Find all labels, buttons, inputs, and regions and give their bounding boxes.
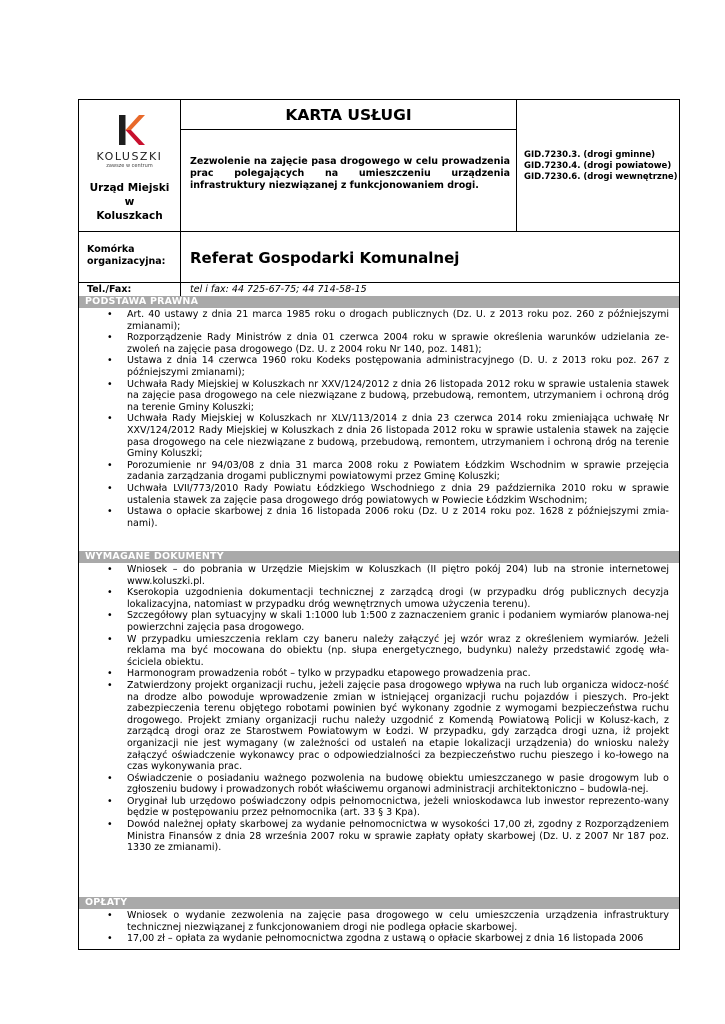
documents-list	[79, 564, 679, 854]
list-item: • Uchwała Rady Miejskiej w Koluszkach nr XXV/124/2012 z dnia 26 listopada 2012 roku w sprawie ustalenia stawek na zajęcie pasa drogowego na cele niezwiązane z budową, przebudową, remontem, utrzymaniem i ochroną dróg na terenie Gminy Koluszki;	[107, 378, 669, 413]
list-item: • Oświadczenie o posiadaniu ważnego pozwolenia na budowę obiektu umieszczanego w pasie drogowym lub o zgłoszeniu budowy i prowadzonych robót właściwemu organowi administracji architektoniczno – budowla-nej.	[107, 772, 669, 796]
case-code: GID.7230.3. (drogi gminne)	[524, 150, 655, 160]
service-description: Zezwolenie na zajęcie pasa drogowego w celu prowadzenia prac polegających na umieszczeniu urządzenia infrastruktury niezwiązanej z funkcjonowaniem drogi.	[190, 156, 510, 191]
office-name	[79, 181, 180, 223]
card-title: KARTA USŁUGI	[285, 106, 412, 124]
section-header-documents: WYMAGANE DOKUMENTY	[79, 551, 679, 563]
list-item: • Wniosek o wydanie zezwolenia na zajęcie pasa drogowego w celu umieszczenia urządzenia infrastruktury technicznej niezwiązanej z funkcjonowaniem drogi nie podlega opłacie skarbowej.	[107, 910, 669, 933]
logo-block	[79, 100, 180, 231]
section-header-legal: PODSTAWA PRAWNA	[79, 296, 679, 308]
office-line: Urząd Miejski	[89, 182, 170, 194]
list-item: • Uchwała LVII/773/2010 Rady Powiatu Łódzkiego Wschodniego z dnia 29 października 2010 roku w sprawie ustalenia stawek za zajęcie pasa drogowego dróg powiatowych w Powiecie Łódzkim Wschodnim;	[107, 482, 669, 506]
unit-value: Referat Gospodarki Komunalnej	[190, 249, 460, 267]
list-item: • W przypadku umieszczenia reklam czy baneru należy załączyć jej wzór wraz z określeniem wymiarów. Jeżeli reklama ma być mocowana do obiektu (np. słupa energetycznego, budynku) należy przedstawić zgodę wła-ściciela obiektu.	[107, 633, 669, 668]
list-item: • Zatwierdzony projekt organizacji ruchu, jeżeli zajęcie pasa drogowego wpływa na ruch lub organicza widocz-ność na drodze albo powoduje wprowadzenie zmian w istniejącej organizacji ruchu pojazdów i pieszych. Pro-jekt zabezpieczenia terenu objętego robotami powinien być wykonany zgodnie z wymogami bezpieczeństwa ruchu drogowego. Projekt zmiany organizacji ruchu należy uzgodnić z Komendą Powiatową Policji w Kolusz-kach, z zarządcą drogi oraz ze Starostwem Powiatowym w Łodzi. W przypadku, gdy zarządca drogi uzna, iż projekt organizacji nie jest wymagany (w zależności od ustaleń na etapie lokalizacji urządzenia) do wniosku należy załączyć oświadczenie wykonawcy prac o odpowiedzialności za bezpieczeństwo ruchu pieszego i ko-łowego na czas wykonywania prac.	[107, 679, 669, 773]
fees-list	[79, 910, 679, 945]
list-item: • Wniosek – do pobrania w Urzędzie Miejskim w Koluszkach (II piętro pokój 204) lub na stronie internetowej www.koluszki.pl.	[107, 564, 669, 587]
list-item: • Porozumienie nr 94/03/08 z dnia 31 marca 2008 roku z Powiatem Łódzkim Wschodnim w sprawie przejęcia zadania zarządzania drogami publicznymi powiatowymi przez Gminę Koluszki;	[107, 459, 669, 483]
legal-list	[79, 309, 679, 529]
list-item: • Ustawa o opłacie skarbowej z dnia 16 listopada 2006 roku (Dz. U z 2014 roku poz. 1628 z późniejszymi zmia-nami).	[107, 506, 669, 529]
list-item: • Szczegółowy plan sytuacyjny w skali 1:1000 lub 1:500 z zaznaczeniem granic i podaniem wymiarów planowa-nej powierzchni zajęcia pasa drogowego.	[107, 610, 669, 633]
logo-tagline: zawsze w centrum	[106, 163, 153, 169]
office-line: w	[124, 196, 135, 208]
case-codes	[524, 150, 679, 183]
list-item: • Ustawa z dnia 14 czerwca 1960 roku Kodeks postępowania administracyjnego (D. U. z 2013 roku poz. 267 z późniejszymi zmianami);	[107, 355, 669, 378]
list-item: • Harmonogram prowadzenia robót – tylko w przypadku etapowego prowadzenia prac.	[107, 668, 531, 680]
office-line: Koluszkach	[96, 210, 163, 222]
list-item: • Dowód należnej opłaty skarbowej za wydanie pełnomocnictwa w wysokości 17,00 zł, zgodny z Rozporządzeniem Ministra Finansów z dnia 28 września 2007 roku w sprawie zapłaty opłaty skarbowej (Dz. U. z 2007 Nr 187 poz. 1330 ze zmianami).	[107, 819, 669, 854]
contact-value: tel i fax: 44 725-67-75; 44 714-58-15	[190, 284, 367, 295]
list-item: • Oryginał lub urzędowo poświadczony odpis pełnomocnictwa, jeżeli wnioskodawca lub inwestor reprezento-wany będzie w postępowaniu przez pełnomocnika (art. 33 § 3 Kpa).	[107, 795, 669, 819]
list-item: • 17,00 zł – opłata za wydanie pełnomocnictwa zgodna z ustawą o opłacie skarbowej z dnia 16 listopada 2006	[107, 933, 644, 945]
section-header-fees: OPŁATY	[79, 897, 679, 909]
list-item: • Art. 40 ustawy z dnia 21 marca 1985 roku o drogach publicznych (Dz. U. z 2013 roku poz. 260 z późniejszymi zmianami);	[107, 309, 669, 332]
contact-label: Tel./Fax:	[87, 284, 132, 295]
logo-name: KOLUSZKI	[96, 150, 163, 163]
list-item: • Uchwała Rady Miejskiej w Koluszkach nr XLV/113/2014 z dnia 23 czerwca 2014 roku zmieniająca uchwałę Nr XXV/124/2012 Rady Miejskiej w Koluszkach z dnia 26 listopada 2012 roku w sprawie ustalenia stawek na zajęcie pasa drogowego na cele niezwiązane z budową, przebudową, remontem, utrzymaniem i ochroną dróg na terenie Gminy Koluszki;	[107, 413, 669, 460]
unit-label: Komórka organizacyjna:	[87, 244, 166, 267]
koluszki-logo-icon	[117, 113, 147, 147]
case-code: GID.7230.4. (drogi powiatowe)	[524, 161, 672, 171]
service-card	[78, 99, 680, 950]
list-item: • Kserokopia uzgodnienia dokumentacji technicznej z zarządcą drogi (w przypadku dróg publicznych decyzja lokalizacyjna, natomiast w przypadku dróg wewnętrznych umowa użyczenia terenu).	[107, 587, 669, 610]
case-code: GID.7230.6. (drogi wewnętrzne)	[524, 172, 678, 182]
list-item: • Rozporządzenie Rady Ministrów z dnia 01 czerwca 2004 roku w sprawie określenia warunków udzielania ze-zwoleń na zajęcie pasa drogowego (Dz. U. z 2004 roku Nr 140, poz. 1481);	[107, 332, 669, 355]
